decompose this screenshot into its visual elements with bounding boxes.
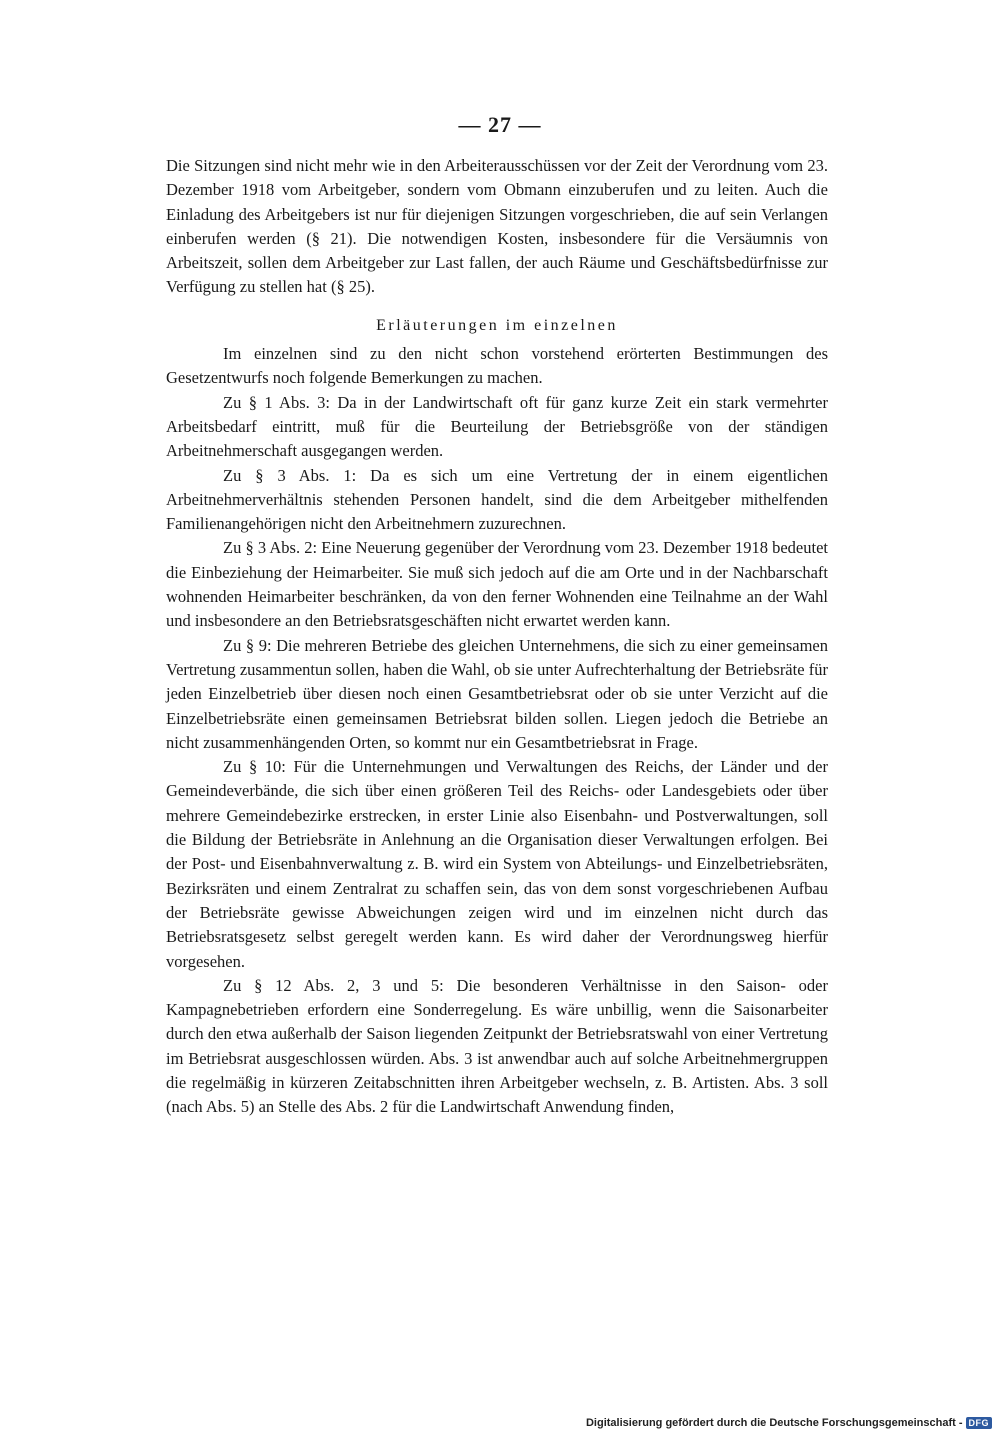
section-heading: Erläuterungen im einzelnen	[376, 316, 618, 334]
digitization-footer	[586, 1417, 992, 1429]
paragraph-section-12: Zu § 12 Abs. 2, 3 und 5: Die besonderen Verhältnisse in den Saison- oder Kampagnebetrieben erfordern eine Sonderregelung. Es wäre unbillig, wenn die Saisonarbeiter durch den etwa außerhalb der Saison liegenden Zeitpunkt der Betriebsratswahl von einer Vertretung im Betriebsrat ausgeschlossen würden. Abs. 3 ist anwendbar auch auf solche Arbeitnehmergruppen die regelmäßig in kürzeren Zeitabschnitten ihren Arbeitgeber wechseln, z. B. Artisten. Abs. 3 soll (nach Abs. 5) an Stelle des Abs. 2 für die Landwirtschaft Anwendung finden,	[166, 975, 828, 1117]
paragraph-section-9: Zu § 9: Die mehreren Betriebe des gleichen Unternehmens, die sich zu einer gemeinsamen Vertretung zusammentun sollen, haben die Wahl, ob sie unter Aufrechterhaltung der Betriebsräte für jeden Einzelbetrieb über diesen noch einen Gesamtbetriebsrat oder ob sie unter Verzicht auf die Einzelbetriebsräte einen gemeinsamen Betriebsrat bilden sollen. Liegen jedoch die Betriebe an nicht zusammenhängenden Orten, so kommt nur ein Gesamtbetriebsrat in Frage.	[166, 635, 828, 752]
dfg-logo: DFG	[966, 1417, 993, 1429]
document-body	[166, 154, 828, 1120]
paragraph-section-3-abs-2: Zu § 3 Abs. 2: Eine Neuerung gegenüber der Verordnung vom 23. Dezember 1918 bedeutet die Einbeziehung der Heimarbeiter. Sie muß sich jedoch auf die am Orte und in der Nachbarschaft wohnenden Heimarbeiter beschränken, da von den ferner Wohnenden eine Teilnahme an der Wahl und insbesondere an den Betriebsratsgeschäften nicht erwartet werden kann.	[166, 538, 828, 631]
paragraph-general-remarks: Im einzelnen sind zu den nicht schon vorstehend erörterten Bestimmungen des Gesetzentwurfs noch folgende Bemerkungen zu machen.	[166, 344, 828, 388]
paragraph-section-10: Zu § 10: Für die Unternehmungen und Verwaltungen des Reichs, der Länder und der Gemeindeverbände, die sich über einen größeren Teil des Reichs- oder Landesgebiets oder über mehrere Gemeindebezirke erstrecken, in erster Linie also Eisenbahn- und Postverwaltungen, soll die Bildung der Betriebsräte in Anlehnung an die Organisation dieser Verwaltungen erfolgen. Bei der Post- und Eisenbahnverwaltung z. B. wird ein System von Abteilungs- und Einzelbetriebsräten, Bezirksräten und einem Zentralrat zu schaffen sein, das von dem sonst vorgeschriebenen Aufbau der Betriebsräte gewisse Abweichungen zeigen wird und im einzelnen nicht durch das Betriebsratsgesetz selbst geregelt werden kann. Es wird daher der Verordnungsweg hierfür vorgesehen.	[166, 757, 828, 971]
paragraph-section-3-abs-1: Zu § 3 Abs. 1: Da es sich um eine Vertretung der in einem eigentlichen Arbeitnehmerverhältnis stehenden Personen handelt, sind die dem Arbeitgeber mithelfenden Familienangehörigen nicht den Arbeitnehmern zuzurechnen.	[166, 465, 828, 534]
page-number: — 27 —	[458, 112, 542, 137]
paragraph-section-1-abs-3: Zu § 1 Abs. 3: Da in der Landwirtschaft oft für ganz kurze Zeit ein stark vermehrter Arbeitsbedarf eintritt, muß für die Beurteilung der Betriebsgröße von der ständigen Arbeitnehmerschaft ausgegangen werden.	[166, 392, 828, 461]
intro-paragraph: Die Sitzungen sind nicht mehr wie in den Arbeiterausschüssen vor der Zeit der Verordnung vom 23. Dezember 1918 vom Arbeitgeber, sondern vom Obmann einzuberufen und zu leiten. Auch die Einladung des Arbeitgebers ist nur für diejenigen Sitzungen vorgeschrieben, die auf sein Verlangen einberufen werden (§ 21). Die notwendigen Kosten, insbesondere für die Versäumnis von Arbeitszeit, sollen dem Arbeitgeber zur Last fallen, der auch Räume und Geschäftsbedürfnisse zur Verfügung zu stellen hat (§ 25).	[166, 156, 828, 297]
footer-text: Digitalisierung gefördert durch die Deutsche Forschungsgemeinschaft -	[585, 1417, 963, 1429]
